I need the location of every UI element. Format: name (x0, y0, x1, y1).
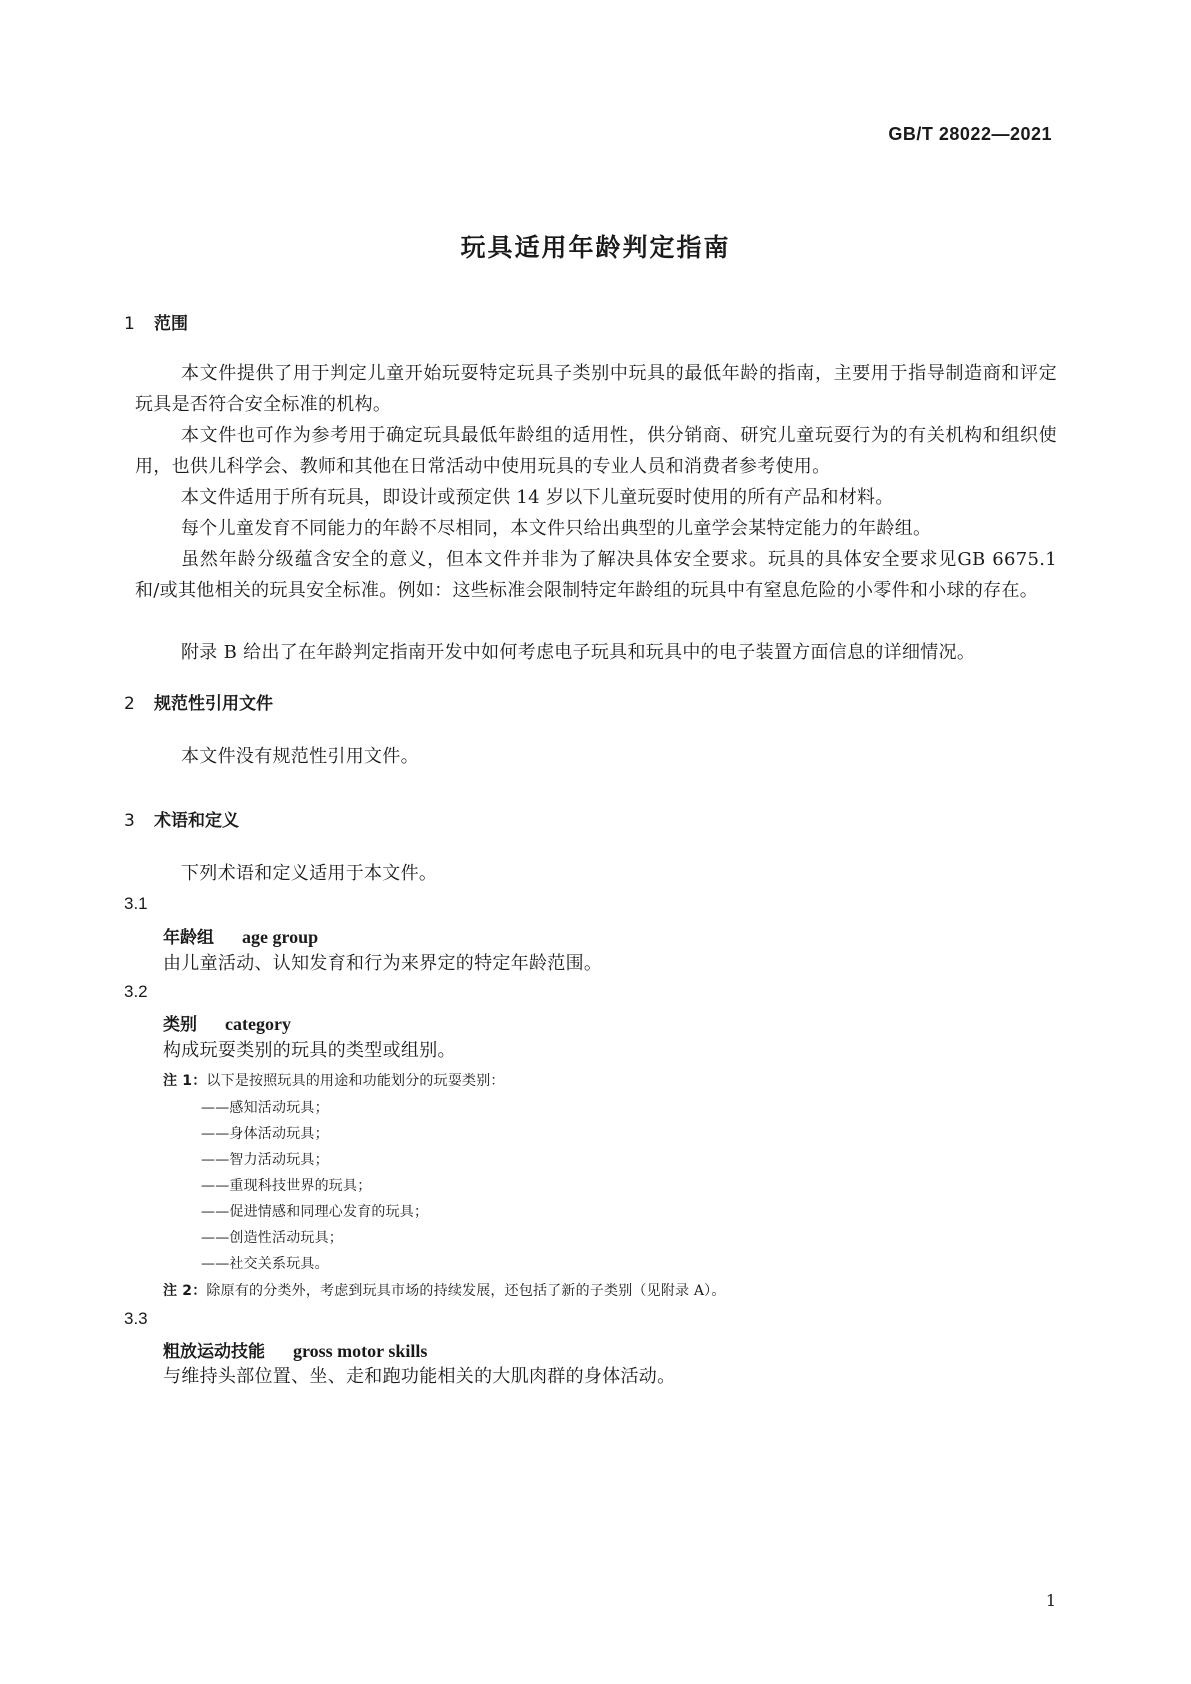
paragraph: 每个儿童发育不同能力的年龄不尽相同，本文件只给出典型的儿童学会某特定能力的年龄组。 (181, 518, 932, 539)
list-item: ——重现科技世界的玩具； (201, 1178, 372, 1194)
term-definition: 与维持头部位置、坐、走和跑功能相关的大肌肉群的身体活动。 (163, 1366, 676, 1387)
term-en: category (225, 1014, 291, 1034)
section-2-heading (124, 689, 273, 714)
term-zh: 粗放运动技能 (163, 1342, 265, 1362)
section-3-heading (124, 806, 239, 831)
page-number: 1 (1045, 1591, 1056, 1610)
term-definition: 构成玩耍类别的玩具的类型或组别。 (163, 1040, 456, 1061)
term-zh: 类别 (163, 1015, 197, 1035)
list-item: ——智力活动玩具； (201, 1152, 329, 1168)
note-text: 除原有的分类外，考虑到玩具市场的持续发展，还包括了新的子类别（见附录 A）。 (206, 1283, 726, 1299)
list-item: ——身体活动玩具； (201, 1126, 329, 1142)
document-title: 玩具适用年龄判定指南 (460, 233, 731, 262)
clause-number: 3.3 (124, 1309, 148, 1328)
section-number: 1 (124, 314, 135, 334)
clause-number: 3.2 (124, 982, 148, 1001)
paragraph: 本文件没有规范性引用文件。 (181, 746, 419, 767)
section-title: 规范性引用文件 (154, 694, 273, 714)
section-number: 3 (124, 811, 135, 831)
list-item: ——创造性活动玩具； (201, 1230, 343, 1246)
term-zh: 年龄组 (163, 928, 214, 948)
term-definition: 由儿童活动、认知发育和行为来界定的特定年龄范围。 (163, 953, 603, 974)
note-label: 注 1： (163, 1073, 207, 1089)
note-text: 以下是按照玩具的用途和功能划分的玩耍类别： (206, 1073, 505, 1089)
note-1 (163, 1070, 505, 1090)
paragraph: 虽然年龄分级蕴含安全的意义，但本文件并非为了解决具体安全要求。玩具的具体安全要求见GB 6675.1 和/或其他相关的玩具安全标准。例如：这些标准会限制特定年龄组的玩具中有窒息危险的小零件和小球的存在。 (135, 549, 1057, 601)
list-item: ——感知活动玩具； (201, 1100, 329, 1116)
paragraph: 本文件也可作为参考用于确定玩具最低年龄组的适用性，供分销商、研究儿童玩耍行为的有关机构和组织使用，也供儿科学会、教师和其他在日常活动中使用玩具的专业人员和消费者参考使用。 (135, 425, 1057, 477)
term-heading (163, 923, 318, 948)
note-2 (163, 1280, 726, 1300)
section-1-heading (124, 309, 188, 334)
paragraph: 本文件提供了用于判定儿童开始玩耍特定玩具子类别中玩具的最低年龄的指南，主要用于指导制造商和评定玩具是否符合安全标准的机构。 (135, 363, 1057, 415)
list-item: ——促进情感和同理心发育的玩具； (201, 1204, 429, 1220)
paragraph: 附录 B 给出了在年龄判定指南开发中如何考虑电子玩具和玩具中的电子装置方面信息的详细情况。 (181, 642, 976, 663)
term-heading (163, 1337, 427, 1362)
section-title: 范围 (154, 314, 188, 334)
list-item: ——社交关系玩具。 (201, 1256, 329, 1272)
clause-number: 3.1 (124, 894, 148, 913)
note-label: 注 2： (163, 1283, 207, 1299)
standard-code: GB/T 28022—2021 (888, 124, 1052, 144)
term-heading (163, 1010, 291, 1035)
section-title: 术语和定义 (154, 811, 239, 831)
section-number: 2 (124, 694, 135, 714)
term-en: age group (242, 927, 319, 947)
paragraph: 本文件适用于所有玩具，即设计或预定供 14 岁以下儿童玩耍时使用的所有产品和材料。 (181, 487, 894, 508)
term-en: gross motor skills (293, 1341, 428, 1361)
paragraph: 下列术语和定义适用于本文件。 (181, 863, 438, 884)
